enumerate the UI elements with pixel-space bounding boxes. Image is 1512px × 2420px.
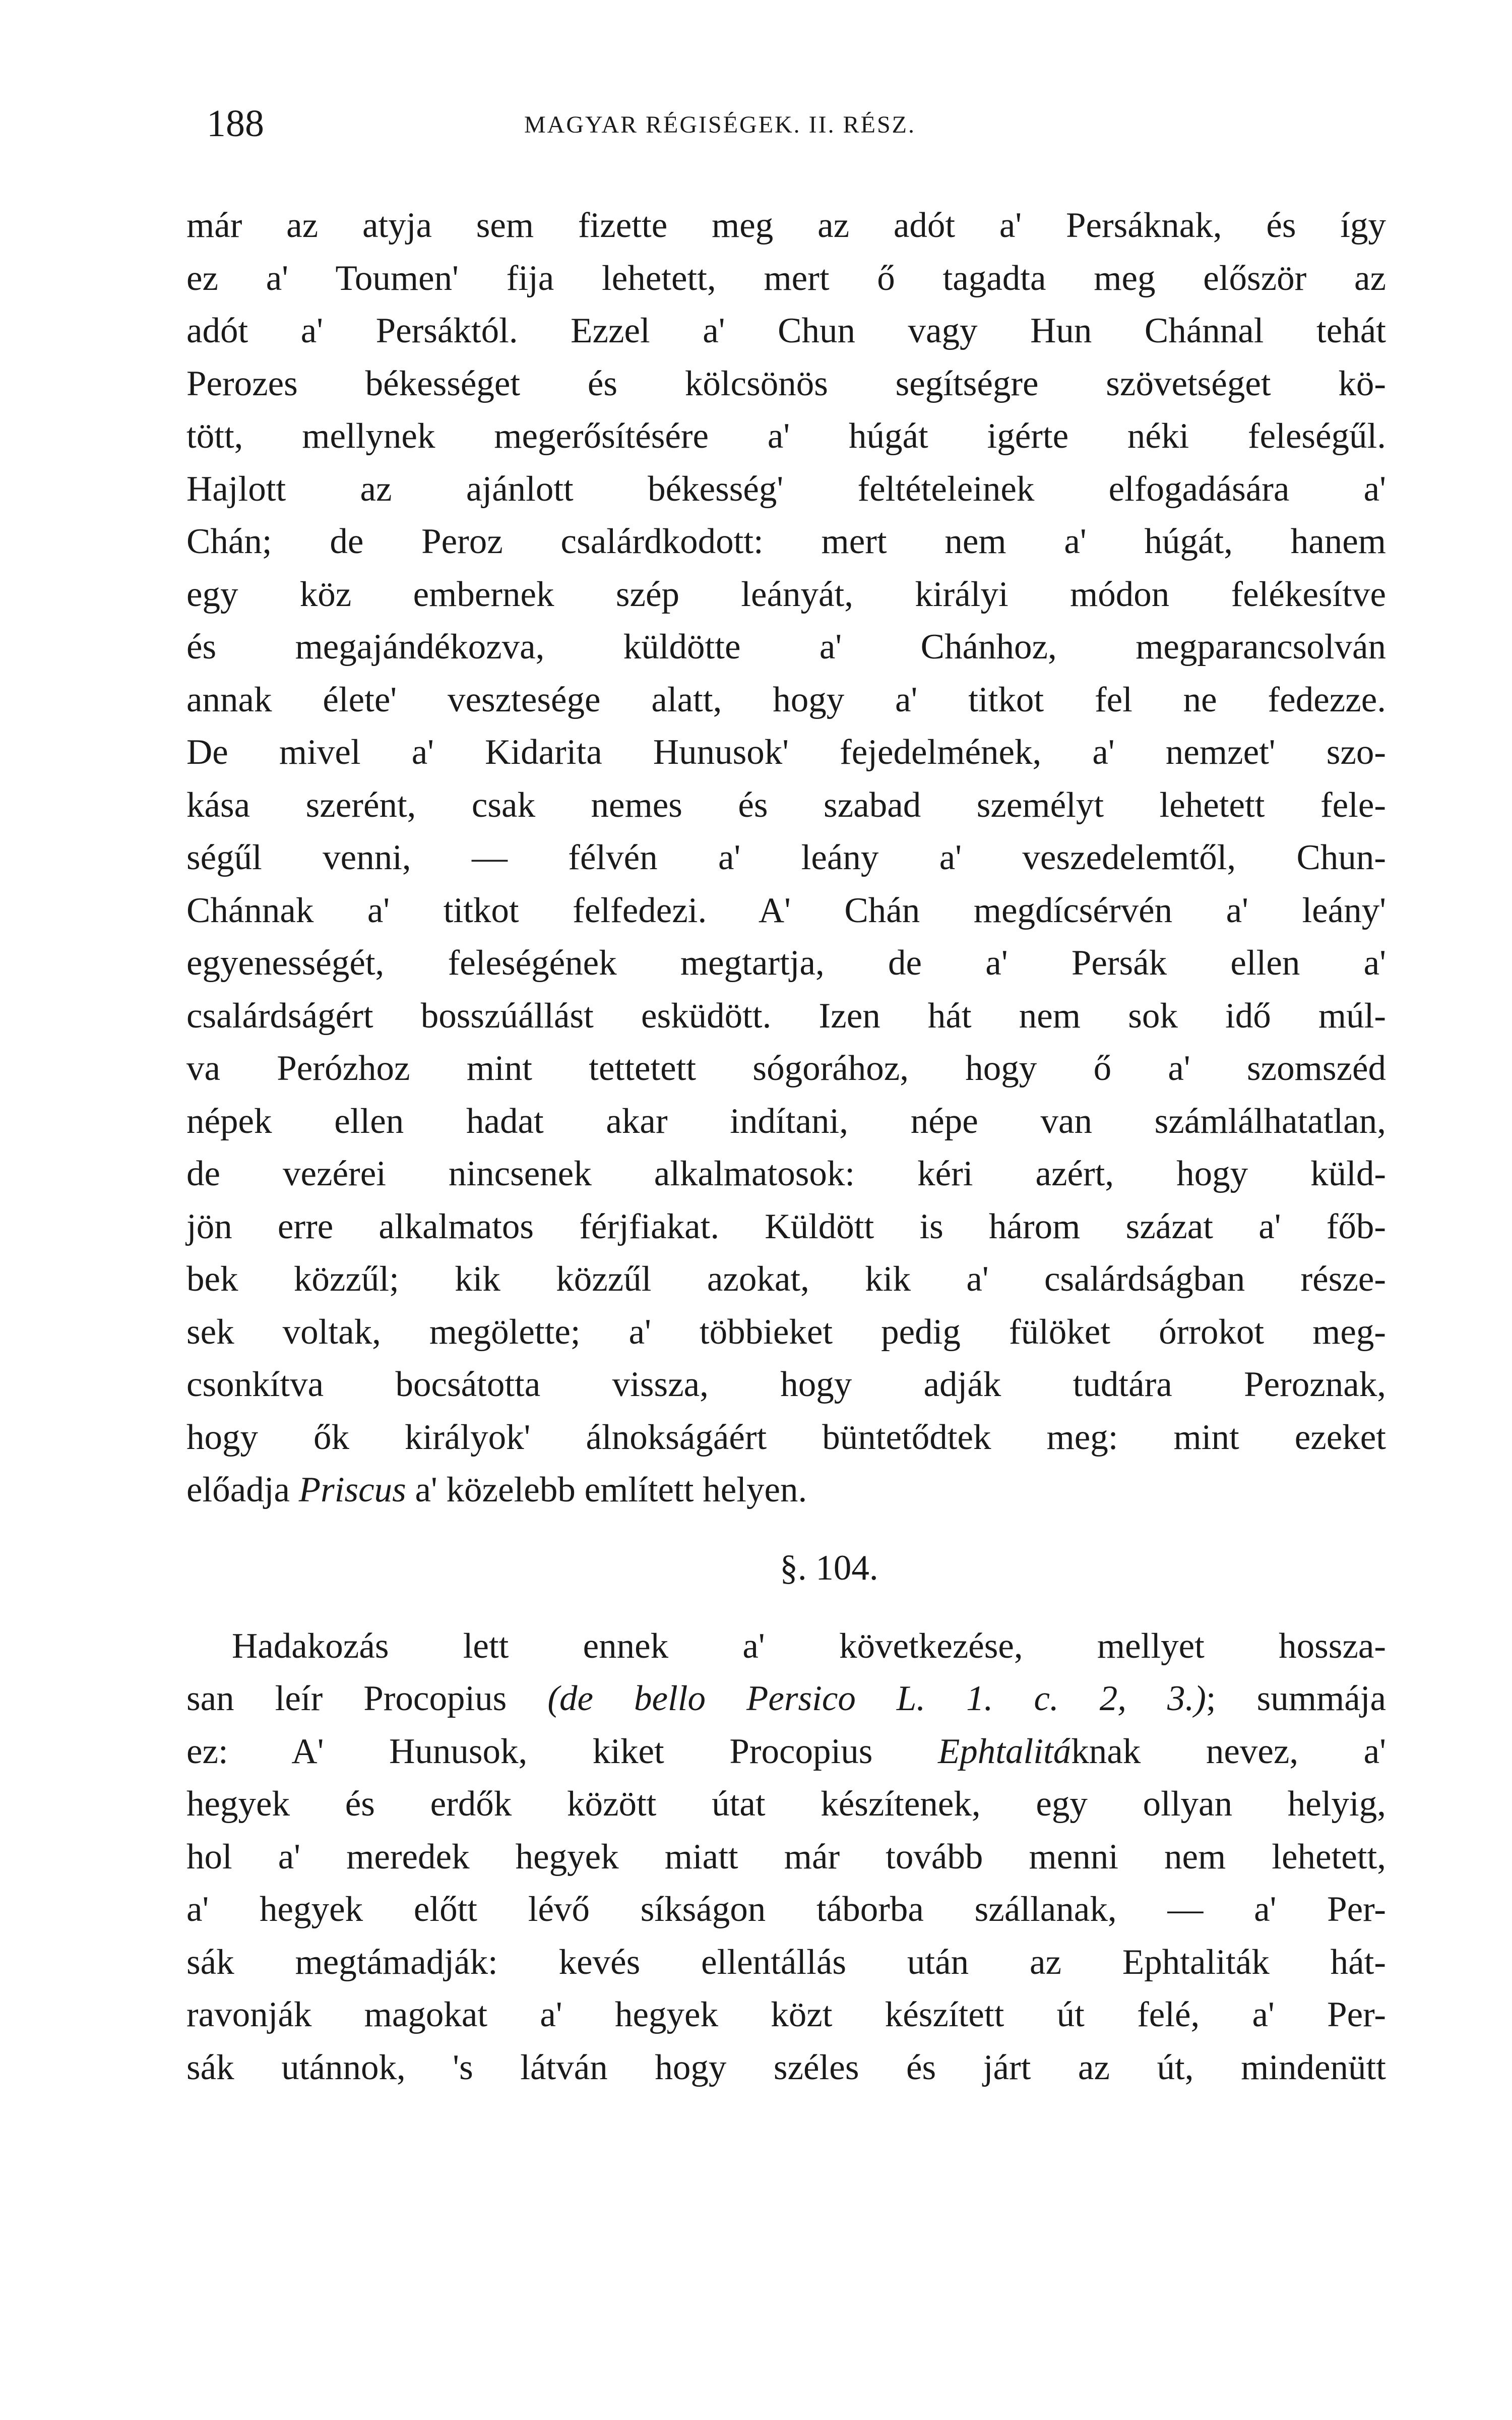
text-run: san leír Procopius [186, 1679, 548, 1718]
text-line: egyenességét, feleségének megtartja, de a' Persák ellen a' [186, 943, 1386, 983]
text-line: és megajándékozva, küldötte a' Chánhoz, megparancsolván [186, 627, 1386, 667]
text-line: annak élete' vesztesége alatt, hogy a' titkot fel ne fedezze. [186, 680, 1386, 719]
citation-italic: (de bello Persico L. 1. c. 2, 3.) [547, 1679, 1206, 1718]
text-run: a' közelebb említett helyen. [406, 1470, 807, 1509]
text-line [186, 1725, 1386, 1778]
text-line: Hajlott az ajánlott békesség' feltételeinek elfogadására a' [186, 469, 1386, 509]
text-line: már az atyja sem fizette meg az adót a' Persáknak, és így [186, 206, 1386, 245]
text-line: va Perózhoz mint tettetett sógorához, hogy ő a' szomszéd [186, 1049, 1386, 1088]
text-run: előadja [186, 1470, 299, 1509]
text-line: sák megtámadják: kevés ellentállás után az Ephtaliták hát- [186, 1942, 1386, 1982]
text-line: csalárdságért bosszúállást esküdött. Izen hát nem sok idő múl- [186, 996, 1386, 1036]
text-line: Chán; de Peroz csalárdkodott: mert nem a' húgát, hanem [186, 522, 1386, 561]
text-line [186, 1672, 1386, 1725]
text-line: hol a' meredek hegyek miatt már tovább menni nem lehetett, [186, 1837, 1386, 1877]
section-heading: §. 104. [780, 1548, 878, 1588]
text-line: ségűl venni, — félvén a' leány a' veszedelemtől, Chun- [186, 838, 1386, 877]
text-line: bek közzűl; kik közzűl azokat, kik a' csalárdságban része- [186, 1259, 1386, 1299]
text-line: Chánnak a' titkot felfedezi. A' Chán megdícsérvén a' leány' [186, 890, 1386, 930]
text-line: ez a' Toumen' fija lehetett, mert ő tagadta meg először az [186, 258, 1386, 298]
text-line: kása szerént, csak nemes és szabad személyt lehetett fele- [186, 785, 1386, 825]
page-number: 188 [207, 102, 264, 145]
text-line-final [186, 1464, 1386, 1517]
term-italic: Ephtalitá [937, 1731, 1072, 1771]
text-line: sek voltak, megölette; a' többieket pedig fülöket órrokot meg- [186, 1312, 1386, 1352]
text-line: Perozes békességet és kölcsönös segítségre szövetséget kö- [186, 364, 1386, 403]
running-head [207, 96, 1366, 156]
text-line: de vezérei nincsenek alkalmatosok: kéri azért, hogy küld- [186, 1154, 1386, 1193]
text-line: a' hegyek előtt lévő síkságon táborba szállanak, — a' Per- [186, 1890, 1386, 1929]
text-run: knak nevez, a' [1071, 1731, 1386, 1771]
body-text [186, 199, 1386, 2094]
text-line: hogy ők királyok' álnokságáért büntetődtek meg: mint ezeket [186, 1417, 1386, 1457]
text-line: adót a' Persáktól. Ezzel a' Chun vagy Hun Chánnal tehát [186, 311, 1386, 350]
text-line: Hadakozás lett ennek a' következése, mellyet hossza- [232, 1626, 1386, 1666]
text-line: sák utánnok, 's látván hogy széles és járt az út, mindenütt [186, 2047, 1386, 2087]
text-line: csonkítva bocsátotta vissza, hogy adják tudtára Peroznak, [186, 1365, 1386, 1404]
text-line: hegyek és erdők között útat készítenek, egy ollyan helyig, [186, 1784, 1386, 1824]
text-line: tött, mellynek megerősítésére a' húgát igérte néki feleségűl. [186, 416, 1386, 456]
author-name-italic: Priscus [298, 1470, 406, 1509]
text-line: egy köz embernek szép leányát, királyi módon felékesítve [186, 574, 1386, 614]
text-line: népek ellen hadat akar indítani, népe van számlálhatatlan, [186, 1101, 1386, 1141]
text-run: ; summája [1206, 1679, 1386, 1718]
running-title: MAGYAR RÉGISÉGEK. II. RÉSZ. [524, 111, 916, 138]
text-line: jön erre alkalmatos férjfiakat. Küldött is három százat a' főb- [186, 1206, 1386, 1246]
text-line: De mivel a' Kidarita Hunusok' fejedelmének, a' nemzet' szo- [186, 733, 1386, 772]
text-run: ez: A' Hunusok, kiket Procopius [186, 1731, 938, 1771]
text-line: ravonják magokat a' hegyek közt készített út felé, a' Per- [186, 1995, 1386, 2034]
